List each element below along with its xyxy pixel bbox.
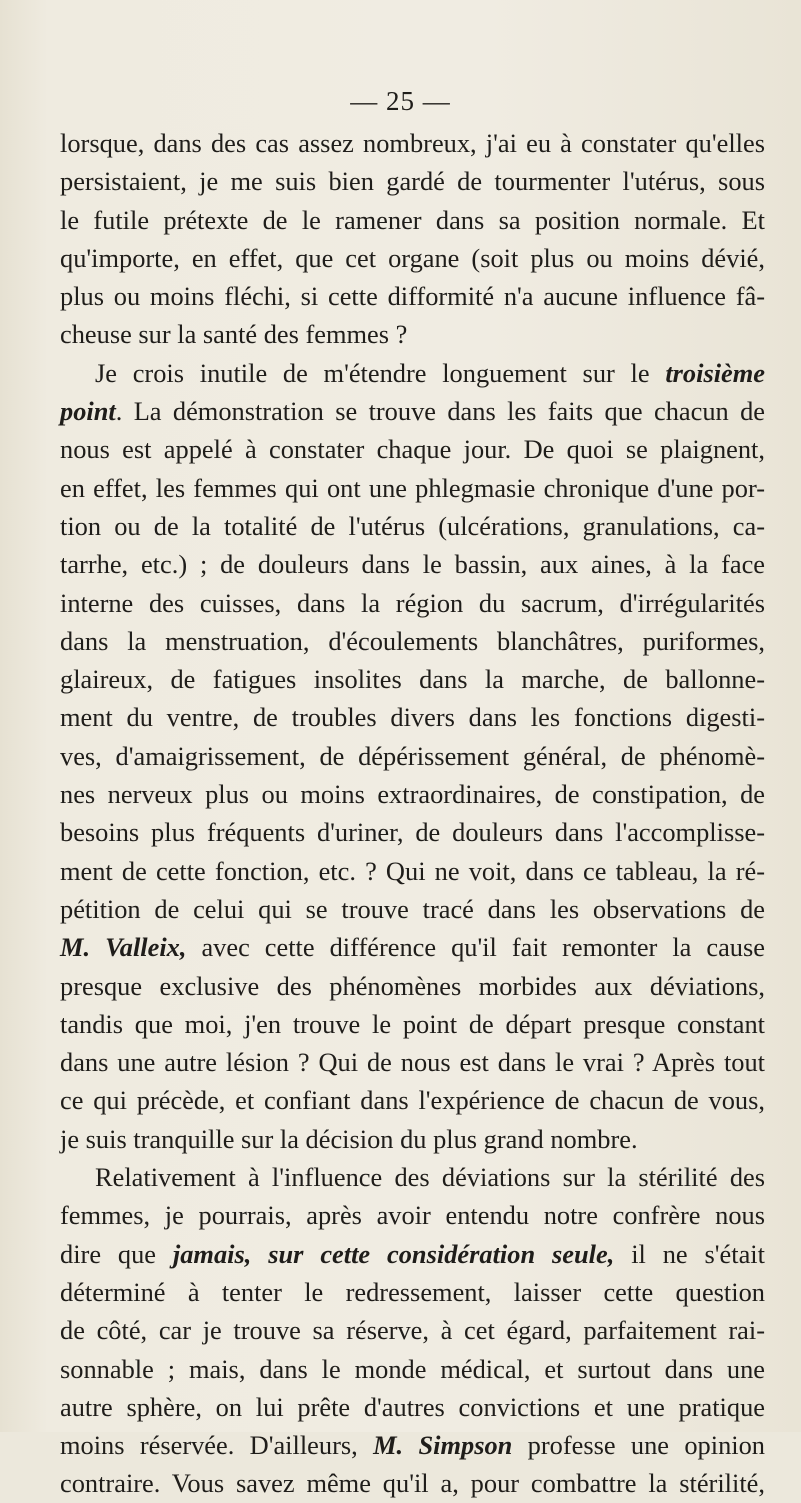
text-line: pétition de celui qui se trouve tracé dans les observations de [60, 893, 765, 924]
text-line: en effet, les femmes qui ont une phlegmasie chronique d'une por- [60, 472, 765, 503]
text-line: ment de cette fonction, etc. ? Qui ne voit, dans ce tableau, la ré- [60, 855, 765, 886]
text-line: dans une autre lésion ? Qui de nous est dans le vrai ? Après tout [60, 1047, 765, 1078]
text-line: besoins plus fréquents d'uriner, de douleurs dans l'accomplisse- [60, 817, 765, 848]
text-line: tion ou de la totalité de l'utérus (ulcérations, granulations, ca- [60, 510, 765, 541]
text-line: le futile prétexte de le ramener dans sa position normale. Et [60, 204, 765, 235]
text-line: déterminé à tenter le redressement, laisser cette question [60, 1276, 765, 1307]
text-line: tarrhe, etc.) ; de douleurs dans le bassin, aux aines, à la face [60, 549, 765, 580]
text-line: presque exclusive des phénomènes morbides aux déviations, [60, 970, 765, 1001]
text-line: ce qui précède, et confiant dans l'expérience de chacun de vous, [60, 1085, 765, 1116]
emphasis-text: point [60, 396, 116, 427]
body-text [60, 124, 765, 1503]
text-line: nes nerveux plus ou moins extraordinaires, de constipation, de [60, 779, 765, 810]
text-span: professe une opinion [512, 1430, 765, 1461]
text-line: dans la menstruation, d'écoulements blanchâtres, puriformes, [60, 625, 765, 656]
text-span: Je crois inutile de m'étendre longuement sur le [95, 357, 666, 388]
author-name: M. Valleix, [60, 932, 187, 963]
text-line: sonnable ; mais, dans le monde médical, et surtout dans une [60, 1353, 765, 1384]
text-line: interne des cuisses, dans la région du sacrum, d'irrégularités [60, 587, 765, 618]
emphasis-text: jamais, sur cette considération seule, [172, 1238, 615, 1269]
text-line: qu'importe, en effet, que cet organe (soit plus ou moins dévié, [60, 242, 765, 273]
text-line: nous est appelé à constater chaque jour. De quoi se plaignent, [60, 434, 765, 465]
text-line: autre sphère, on lui prête d'autres convictions et une pratique [60, 1391, 765, 1422]
text-line: glaireux, de fatigues insolites dans la marche, de ballonne- [60, 664, 765, 695]
text-span: . La démonstration se trouve dans les faits que chacun de [115, 396, 765, 427]
text-span: avec cette différence qu'il fait remonter la cause [186, 932, 765, 963]
text-line: plus ou moins fléchi, si cette difformité n'a aucune influence fâ- [60, 281, 765, 312]
text-span: moins réservée. D'ailleurs, [60, 1430, 374, 1461]
text-line [60, 392, 765, 430]
text-line [60, 928, 765, 966]
text-line: femmes, je pourrais, après avoir entendu notre confrère nous [60, 1200, 765, 1231]
text-line: ves, d'amaigrissement, de dépérissement général, de phénomè- [60, 740, 765, 771]
text-line: Relativement à l'influence des déviations sur la stérilité des [95, 1162, 765, 1193]
text-line: contraire. Vous savez même qu'il a, pour combattre la stérilité, [60, 1468, 765, 1499]
text-line: ment du ventre, de troubles divers dans les fonctions digesti- [60, 702, 765, 733]
text-line: persistaient, je me suis bien gardé de tourmenter l'utérus, sous [60, 166, 765, 197]
text-line: tandis que moi, j'en trouve le point de départ presque constant [60, 1008, 765, 1039]
text-span: dire que [60, 1238, 173, 1269]
text-line: je suis tranquille sur la décision du plus grand nombre. [60, 1123, 638, 1154]
author-name: M. Simpson [373, 1430, 513, 1461]
text-line: de côté, car je trouve sa réserve, à cet égard, parfaitement rai- [60, 1315, 765, 1346]
emphasis-text: troisième [665, 357, 765, 388]
page-number: — 25 — [350, 86, 451, 116]
text-line [60, 1235, 765, 1273]
text-span: il ne s'était [614, 1238, 765, 1269]
text-line [60, 354, 765, 392]
text-line: lorsque, dans des cas assez nombreux, j'ai eu à constater qu'elles [60, 128, 765, 158]
text-line: cheuse sur la santé des femmes ? [60, 319, 408, 350]
